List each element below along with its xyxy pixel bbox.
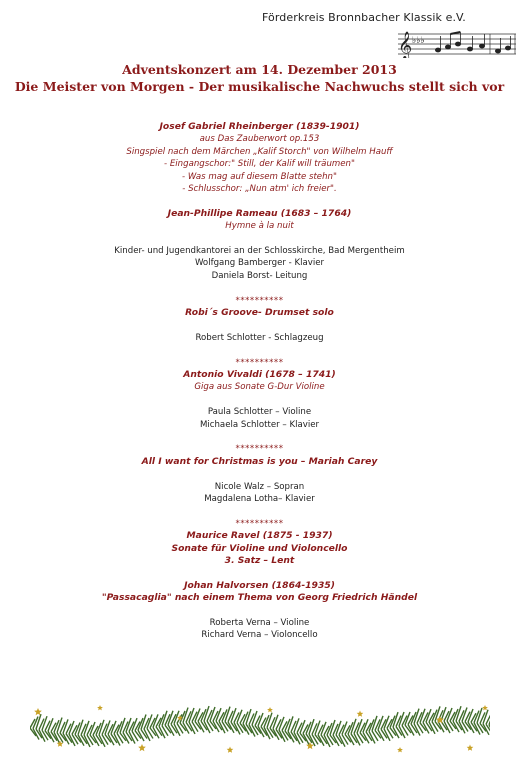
- program-line: Giga aus Sonate G-Dur Violine: [194, 382, 325, 393]
- music-staff-icon: [398, 28, 516, 58]
- star-icon: [482, 705, 488, 710]
- performer: Kinder- und Jugendkantorei an der Schlosskirche, Bad Mergentheim: [114, 246, 405, 257]
- performer: Magdalena Lotha– Klavier: [204, 494, 315, 505]
- program: [0, 121, 519, 642]
- program-line: aus Das Zauberwort op.153: [199, 134, 320, 145]
- separator: **********: [235, 295, 284, 306]
- program-title: "Passacaglia" nach einem Thema von Georg Friedrich Händel: [101, 592, 418, 604]
- program-title: Johan Halvorsen (1864-1935): [184, 579, 335, 591]
- performer: Paula Schlotter – Violine: [207, 407, 312, 418]
- performer: Roberta Verna – Violine: [209, 618, 310, 629]
- program-title: Maurice Ravel (1875 - 1937): [186, 530, 333, 542]
- concert-subtitle: Die Meister von Morgen - Der musikalische Nachwuchs stellt sich vor: [14, 79, 505, 94]
- star-icon: [306, 742, 314, 749]
- performer: Daniela Borst- Leitung: [211, 270, 308, 281]
- performer: Michaela Schlotter – Klavier: [199, 419, 320, 430]
- organization-name: Förderkreis Bronnbacher Klassik e.V.: [262, 11, 466, 24]
- program-title: Robi´s Groove- Drumset solo: [185, 307, 334, 319]
- performer: Richard Verna – Violoncello: [201, 630, 318, 641]
- program-line: Singspiel nach dem Märchen „Kalif Storch" von Wilhelm Hauff: [126, 146, 393, 157]
- concert-title: Adventskonzert am 14. Dezember 2013: [122, 62, 397, 77]
- performer: Robert Schlotter - Schlagzeug: [195, 332, 324, 343]
- separator: **********: [235, 518, 284, 529]
- program-line: - Eingangschor:" Still, der Kalif will träumen": [164, 159, 355, 170]
- star-icon: [97, 705, 103, 710]
- star-icon: [227, 747, 234, 753]
- program-title: Josef Gabriel Rheinberger (1839-1901): [159, 121, 360, 132]
- svg-text:𝄞: 𝄞: [398, 31, 413, 58]
- star-icon: [397, 747, 403, 752]
- star-icon: [357, 711, 364, 717]
- program-title: Jean-Phillipe Rameau (1683 – 1764): [167, 207, 352, 219]
- fir-garland-icon: [30, 700, 490, 760]
- performer: Wolfgang Bamberger - Klavier: [194, 258, 325, 269]
- program-title: 3. Satz – Lent: [224, 555, 295, 567]
- program-title: All I want for Christmas is you – Mariah Carey: [141, 455, 378, 467]
- svg-text:♭♭♭: ♭♭♭: [412, 36, 425, 46]
- program-line: - Schlusschor: „Nun atm' ich freier".: [182, 184, 337, 195]
- program-title: Antonio Vivaldi (1678 – 1741): [183, 369, 336, 381]
- separator: **********: [235, 357, 284, 368]
- performer: Nicole Walz – Sopran: [214, 481, 305, 492]
- program-line: Hymne à la nuit: [225, 221, 294, 232]
- star-icon: [138, 744, 146, 751]
- program-line: - Was mag auf diesem Blatte stehn": [182, 171, 337, 182]
- star-icon: [267, 707, 273, 712]
- separator: **********: [235, 444, 284, 455]
- star-icon: [467, 745, 474, 751]
- program-title: Sonate für Violine und Violoncello: [171, 542, 348, 554]
